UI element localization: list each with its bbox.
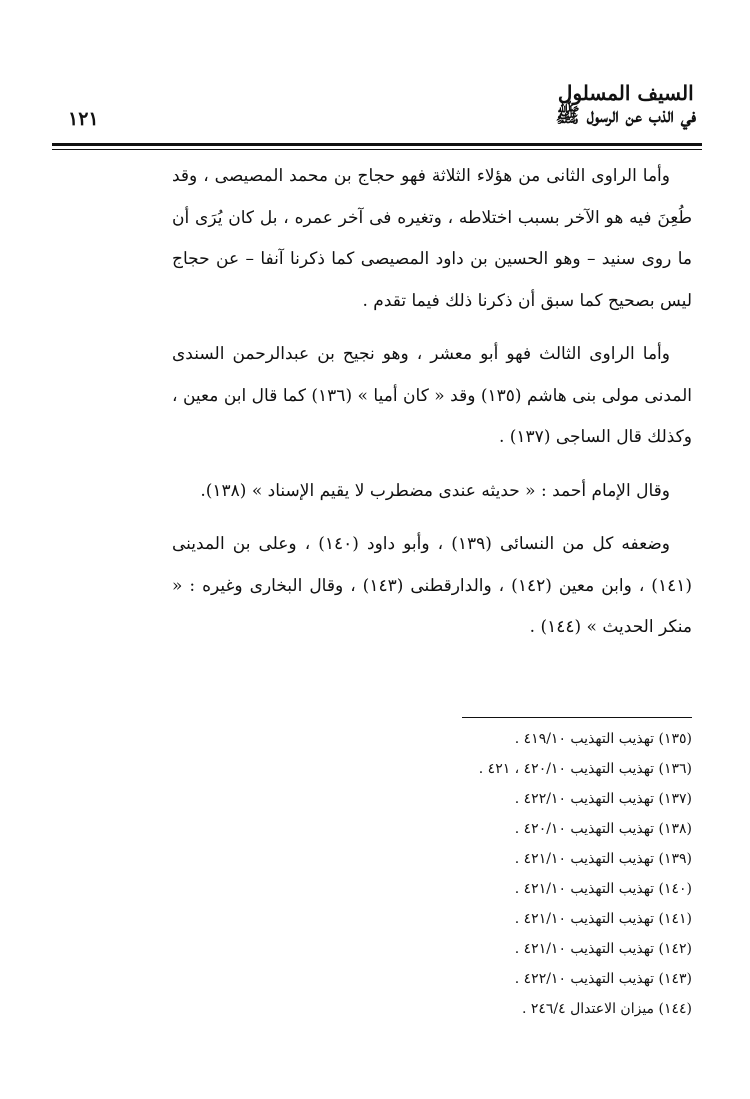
footnote-138: (١٣٨) تهذيب التهذيب ٤٢٠/١٠ . bbox=[514, 821, 692, 837]
body-text bbox=[172, 156, 692, 661]
footnote-143: (١٤٣) تهذيب التهذيب ٤٢٢/١٠ . bbox=[514, 971, 692, 987]
footnote-separator bbox=[462, 717, 692, 718]
paragraph-3: وقال الإمام أحمد : « حديثه عندى مضطرب لا يقيم الإسناد » (١٣٨). bbox=[200, 480, 670, 501]
footnote-137: (١٣٧) تهذيب التهذيب ٤٢٢/١٠ . bbox=[514, 791, 692, 807]
footnote-141: (١٤١) تهذيب التهذيب ٤٢١/١٠ . bbox=[514, 911, 692, 927]
footnote-139: (١٣٩) تهذيب التهذيب ٤٢١/١٠ . bbox=[514, 851, 692, 867]
footnote-136: (١٣٦) تهذيب التهذيب ٤٢٠/١٠ ، ٤٢١ . bbox=[478, 761, 692, 777]
footnotes-list bbox=[400, 724, 692, 1024]
paragraph-2: وأما الراوى الثالث فهو أبو معشر ، وهو نجيح بن عبدالرحمن السندى المدنى مولى بنى هاشم (١٣٥) وقد « كان أميا » (١٣٦) كما قال ابن معين ، وكذلك قال الساجى (١٣٧) . bbox=[172, 344, 692, 447]
footnote-142: (١٤٢) تهذيب التهذيب ٤٢١/١٠ . bbox=[514, 941, 692, 957]
footnote-144: (١٤٤) ميزان الاعتدال ٢٤٦/٤ . bbox=[521, 1001, 692, 1017]
header-rule-thick bbox=[52, 143, 702, 146]
paragraph-1: وأما الراوى الثانى من هؤلاء الثلاثة فهو حجاج بن محمد المصيصى ، وقد طُعِنَ فيه هو الآخر بسبب اختلاطه ، وتغيره فى آخر عمره ، بل كان يُرَى أن ما روى سنيد – وهو الحسين بن داود المصيصى كما ذكرنا آنفا – عن حجاج ليس بصحيح كما سبق أن ذكرنا ذلك فيما تقدم . bbox=[172, 166, 692, 311]
page-header bbox=[52, 82, 702, 140]
book-title-line-1: السيف المسلول bbox=[557, 81, 694, 105]
book-title bbox=[556, 82, 696, 126]
footnote-135: (١٣٥) تهذيب التهذيب ٤١٩/١٠ . bbox=[514, 731, 692, 747]
header-rule-thin bbox=[52, 149, 702, 150]
page-number: ١٢١ bbox=[68, 108, 99, 130]
book-title-line-2: في الذب عن الرسول ﷺ bbox=[555, 103, 696, 127]
paragraph-4: وضعفه كل من النسائى (١٣٩) ، وأبو داود (١٤٠) ، وعلى بن المدينى (١٤١) ، وابن معين (١٤٢) ، والدارقطنى (١٤٣) ، وقال البخارى وغيره : « منكر الحديث » (١٤٤) . bbox=[172, 534, 692, 637]
footnote-140: (١٤٠) تهذيب التهذيب ٤٢١/١٠ . bbox=[514, 881, 692, 897]
